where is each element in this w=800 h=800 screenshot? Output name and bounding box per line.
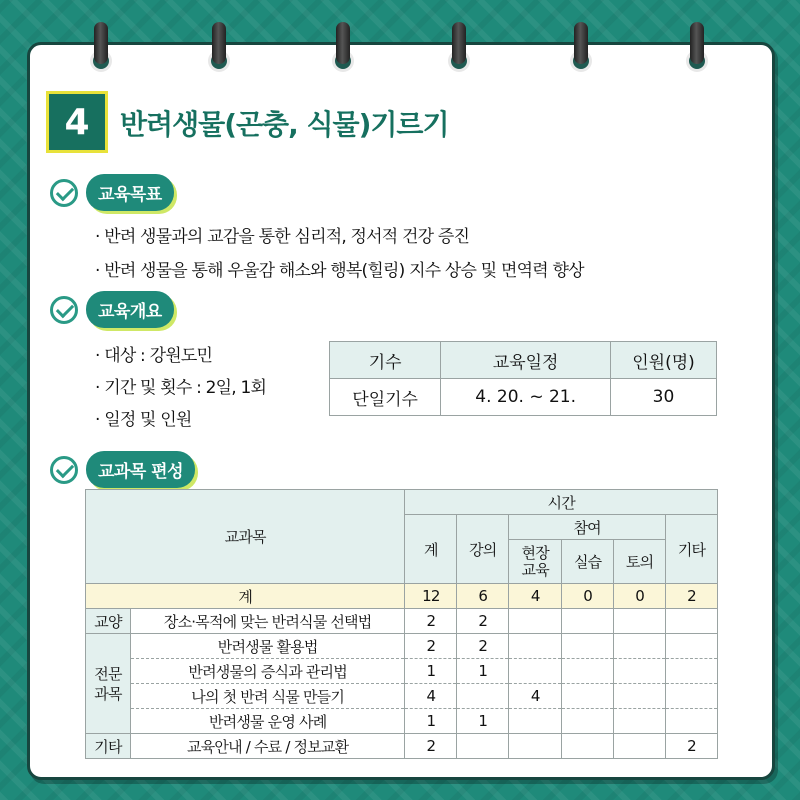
table-cell [509,609,562,634]
table-cell: 4. 20. ~ 21. [441,379,611,416]
check-circle-icon [50,179,78,207]
header-time: 시간 [405,490,718,515]
table-cell: 0 [614,584,666,609]
page-title: 반려생물(곤충, 식물)기르기 [120,108,449,141]
table-cell [666,609,718,634]
table-cell: 12 [405,584,457,609]
table-row [86,609,718,634]
table-cell [614,684,666,709]
table-row [86,709,718,734]
table-cell [562,734,614,759]
header-etc: 기타 [666,515,718,584]
table-cell: 0 [562,584,614,609]
schedule-table [329,341,717,416]
header-field: 현장 교육 [509,540,562,584]
subject-name: 장소·목적에 맞는 반려식물 선택법 [130,609,404,634]
header-practice: 실습 [562,540,614,584]
table-cell: 2 [405,634,457,659]
table-cell [666,709,718,734]
table-cell: 1 [405,709,457,734]
table-cell [562,609,614,634]
table-cell [614,709,666,734]
total-row [86,584,718,609]
curriculum-table [85,489,718,759]
table-cell: 4 [509,684,562,709]
table-cell: 2 [405,734,457,759]
table-header-cell: 교육일정 [441,342,611,379]
subject-name: 반려생물 운영 사례 [130,709,404,734]
table-cell: 2 [405,609,457,634]
table-cell: 1 [457,659,509,684]
table-row [330,379,717,416]
table-cell: 1 [405,659,457,684]
table-cell [457,684,509,709]
table-cell [562,659,614,684]
table-row [86,684,718,709]
table-cell [509,734,562,759]
table-cell [562,684,614,709]
table-cell [666,684,718,709]
subject-name: 반려생물의 증식과 관리법 [130,659,404,684]
table-row [86,659,718,684]
table-cell [509,659,562,684]
header-participation: 참여 [509,515,666,540]
table-cell: 4 [405,684,457,709]
table-row [86,734,718,759]
table-cell: 6 [457,584,509,609]
section-heading-goals [50,174,174,211]
table-cell [666,659,718,684]
header-total: 계 [405,515,457,584]
table-cell [509,634,562,659]
subject-name: 나의 첫 반려 식물 만들기 [130,684,404,709]
table-cell [614,609,666,634]
overview-bullet: · 일정 및 인원 [95,410,192,430]
section-number-badge: 4 [46,91,108,153]
table-header-row [86,490,718,515]
group-label: 전문 과목 [86,634,131,734]
table-cell [509,709,562,734]
subject-name: 반려생물 활용법 [130,634,404,659]
table-cell [457,734,509,759]
total-label: 계 [86,584,405,609]
group-label: 기타 [86,734,131,759]
table-cell: 2 [457,609,509,634]
table-cell [614,659,666,684]
table-cell: 2 [666,584,718,609]
section-heading-overview [50,291,174,328]
goal-bullet: · 반려 생물과의 교감을 통한 심리적, 정서적 건강 증진 [95,227,470,247]
table-cell: 2 [457,634,509,659]
goal-bullet: · 반려 생물을 통해 우울감 해소와 행복(힐링) 지수 상승 및 면역력 향상 [95,261,584,281]
header-subject: 교과목 [86,490,405,584]
table-cell: 4 [509,584,562,609]
table-cell [666,634,718,659]
table-header-row [330,342,717,379]
header-lecture: 강의 [457,515,509,584]
check-circle-icon [50,456,78,484]
overview-bullet: · 기간 및 횟수 : 2일, 1회 [95,378,267,398]
section-tag: 교육목표 [86,174,174,211]
section-heading-curriculum [50,451,195,488]
check-circle-icon [50,296,78,324]
table-row [86,634,718,659]
table-cell [562,634,614,659]
table-cell: 2 [666,734,718,759]
group-label: 교양 [86,609,131,634]
table-cell: 단일기수 [330,379,441,416]
table-header-cell: 인원(명) [611,342,717,379]
header-discussion: 토의 [614,540,666,584]
overview-bullet: · 대상 : 강원도민 [95,346,213,366]
table-header-cell: 기수 [330,342,441,379]
table-cell: 1 [457,709,509,734]
table-cell [562,709,614,734]
table-cell: 30 [611,379,717,416]
section-tag: 교과목 편성 [86,451,195,488]
subject-name: 교육안내 / 수료 / 정보교환 [130,734,404,759]
table-cell [614,634,666,659]
section-tag: 교육개요 [86,291,174,328]
table-cell [614,734,666,759]
